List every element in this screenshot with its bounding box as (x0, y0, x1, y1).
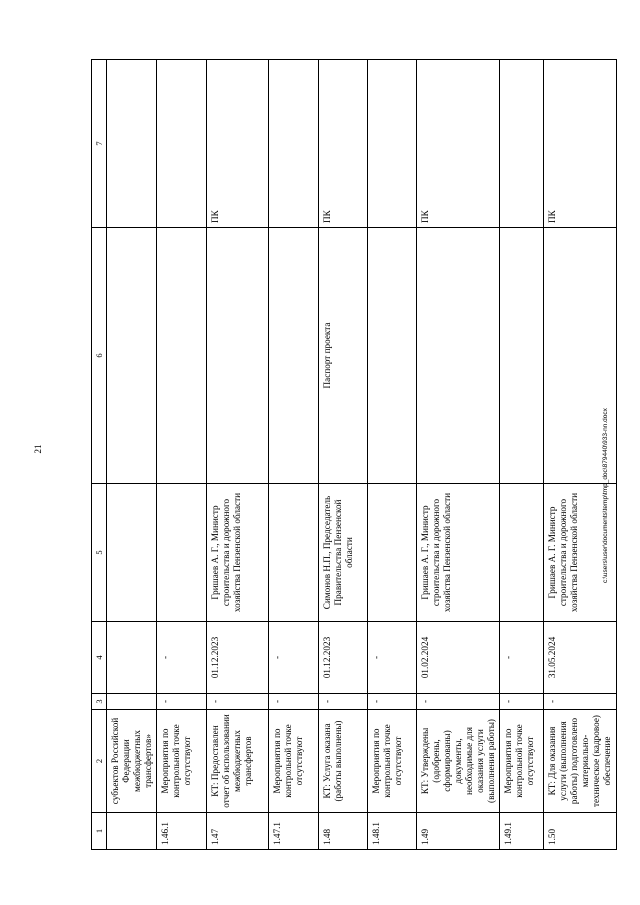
cell-col3: - (500, 694, 544, 710)
row-number: 1.46.1 (157, 813, 207, 850)
event-name: КТ: Предоставлен отчет об использовании межбюджетных трансфертов (207, 710, 269, 813)
table-row (269, 60, 319, 850)
column-header: 2 (92, 710, 107, 813)
responsible-cell (269, 484, 319, 622)
cell-col3 (107, 694, 157, 710)
level-cell: ПК (319, 60, 368, 228)
event-name: КТ: Услуга оказана (работы выполнены) (319, 710, 368, 813)
date-cell (107, 622, 157, 694)
document-cell: Паспорт проекта (319, 228, 368, 484)
column-header: 6 (92, 228, 107, 484)
responsible-cell: Гришаев А. Г., Министр строительства и дорожного хозяйства Пензенской области (417, 484, 500, 622)
event-name: Мероприятия по контрольной точке отсутствуют (500, 710, 544, 813)
column-header: 5 (92, 484, 107, 622)
document-cell (269, 228, 319, 484)
level-cell (157, 60, 207, 228)
column-header: 3 (92, 694, 107, 710)
date-cell: - (269, 622, 319, 694)
file-path-footer: c:\users\user\documents\temp\tmp_doc\879440\933-nn.docx (602, 408, 609, 583)
event-name: Мероприятия по контрольной точке отсутствуют (368, 710, 417, 813)
column-header: 4 (92, 622, 107, 694)
control-points-table (91, 59, 617, 850)
event-name: субъектов Российской Федерации межбюджетных трансфертов» (107, 710, 157, 813)
level-cell: ПК (207, 60, 269, 228)
document-cell (107, 228, 157, 484)
level-cell: ПК (417, 60, 500, 228)
row-number: 1.48.1 (368, 813, 417, 850)
row-number: 1.47.1 (269, 813, 319, 850)
date-cell: 31.05.2024 (544, 622, 616, 694)
row-number: 1.49.1 (500, 813, 544, 850)
responsible-cell (157, 484, 207, 622)
document-cell (207, 228, 269, 484)
level-cell (107, 60, 157, 228)
responsible-cell: Гришаев А. Г. Министр строительства и дорожного хозяйства Пензенской области (544, 484, 616, 622)
level-cell (500, 60, 544, 228)
responsible-cell (500, 484, 544, 622)
document-cell (417, 228, 500, 484)
document-cell (157, 228, 207, 484)
table-header-row (92, 60, 107, 850)
cell-col3: - (544, 694, 616, 710)
cell-col3: - (269, 694, 319, 710)
cell-col3: - (207, 694, 269, 710)
table-row (207, 60, 269, 850)
row-number: 1.49 (417, 813, 500, 850)
cell-col3: - (417, 694, 500, 710)
event-name: КТ: Для оказания услуги (выполнения работы) подготовлено материально-техническое (кадровое) обеспечение (544, 710, 616, 813)
row-number: 1.50 (544, 813, 616, 850)
table-row (417, 60, 500, 850)
page-number: 21 (33, 444, 43, 454)
responsible-cell: Симонов Н.П., Председатель Правительства Пензенской области (319, 484, 368, 622)
column-header: 7 (92, 60, 107, 228)
responsible-cell: Гришаев А. Г., Министр строительства и дорожного хозяйства Пензенской области (207, 484, 269, 622)
cell-col3: - (368, 694, 417, 710)
level-cell (269, 60, 319, 228)
table-row (107, 60, 157, 850)
level-cell (368, 60, 417, 228)
row-number (107, 813, 157, 850)
table-row (157, 60, 207, 850)
date-cell: - (368, 622, 417, 694)
date-cell: - (157, 622, 207, 694)
event-name: Мероприятия по контрольной точке отсутствуют (157, 710, 207, 813)
table-row (319, 60, 368, 850)
date-cell: - (500, 622, 544, 694)
table-row (500, 60, 544, 850)
document-cell (368, 228, 417, 484)
level-cell: ПК (544, 60, 616, 228)
event-name: Мероприятия по контрольной точке отсутствуют (269, 710, 319, 813)
row-number: 1.47 (207, 813, 269, 850)
cell-col3: - (157, 694, 207, 710)
date-cell: 01.12.2023 (319, 622, 368, 694)
event-name: КТ: Утверждены (одобрены, сформированы) документы, необходимые для оказания услуги (выполнения работы) (417, 710, 500, 813)
document-cell (500, 228, 544, 484)
responsible-cell (368, 484, 417, 622)
date-cell: 01.02.2024 (417, 622, 500, 694)
row-number: 1.48 (319, 813, 368, 850)
cell-col3: - (319, 694, 368, 710)
table-row (368, 60, 417, 850)
date-cell: 01.12.2023 (207, 622, 269, 694)
column-header: 1 (92, 813, 107, 850)
responsible-cell (107, 484, 157, 622)
